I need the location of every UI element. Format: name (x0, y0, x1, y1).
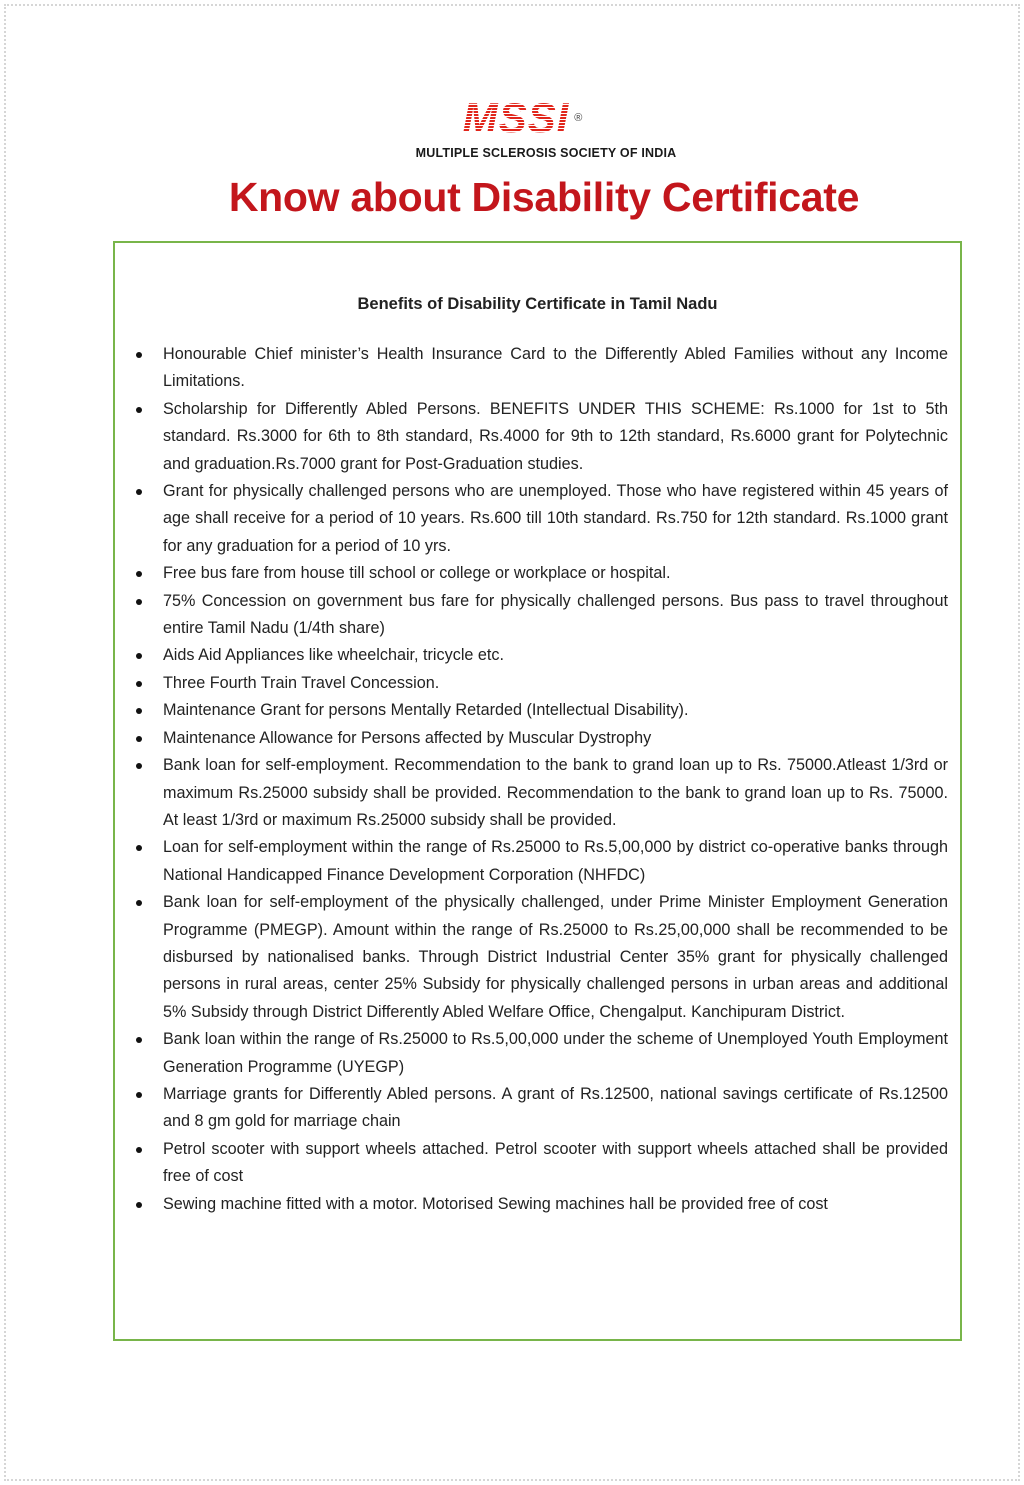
organization-name: MULTIPLE SCLEROSIS SOCIETY OF INDIA (415, 146, 677, 160)
bullet-icon (136, 352, 142, 358)
mssi-logo (0, 96, 1024, 140)
benefit-text: Three Fourth Train Travel Concession. (163, 673, 440, 692)
bullet-icon (136, 1092, 142, 1098)
benefit-text: Aids Aid Appliances like wheelchair, tricycle etc. (163, 646, 505, 665)
benefit-text: Scholarship for Differently Abled Persons. BENEFITS UNDER THIS SCHEME: Rs.1000 for 1st to 5th standard. Rs.3000 for 6th to 8th standard, Rs.4000 for 9th to 12th standard, Rs.6000 grant for Polytechnic and graduation.Rs.7000 grant for Post-Graduation studies. (163, 399, 948, 473)
benefit-item (163, 697, 948, 724)
benefit-item (163, 889, 948, 1026)
bullet-icon (136, 1202, 142, 1208)
bullet-icon (136, 407, 142, 413)
bullet-icon (136, 845, 142, 851)
benefit-text: Maintenance Grant for persons Mentally Retarded (Intellectual Disability). (163, 701, 689, 720)
bullet-icon (136, 1037, 142, 1043)
benefit-text: Maintenance Allowance for Persons affected by Muscular Dystrophy (163, 728, 652, 747)
registered-mark: ® (574, 112, 584, 124)
benefit-text: Bank loan within the range of Rs.25000 to Rs.5,00,000 under the scheme of Unemployed Youth Employment Generation Programme (UYEGP) (163, 1030, 948, 1076)
benefit-text: Honourable Chief minister’s Health Insurance Card to the Differently Abled Families without any Income Limitations. (163, 345, 948, 391)
bullet-icon (136, 681, 142, 687)
benefit-text: 75% Concession on government bus fare for physically challenged persons. Bus pass to travel throughout entire Tamil Nadu (1/4th share) (163, 591, 948, 638)
bullet-icon (136, 599, 142, 605)
benefits-box (113, 241, 962, 1341)
logo-mark: MSSI ® (462, 94, 584, 141)
benefit-item (163, 834, 948, 889)
benefits-list (163, 341, 948, 1218)
section-heading: Benefits of Disability Certificate in Tamil Nadu (357, 295, 718, 313)
benefit-text: Petrol scooter with support wheels attached. Petrol scooter with support wheels attached shall be provided free of cost (163, 1139, 948, 1186)
bullet-icon (136, 571, 142, 577)
benefit-text: Bank loan for self-employment. Recommendation to the bank to grand loan up to Rs. 75000.Atleast 1/3rd or maximum Rs.25000 subsidy shall be provided. Recommendation to the bank to grand loan up to Rs. 75000. At least 1/3rd or maximum Rs.25000 subsidy shall be provided. (163, 756, 948, 829)
benefit-item (163, 1136, 948, 1191)
bullet-icon (136, 763, 142, 769)
benefit-item (163, 1026, 948, 1081)
benefit-item (163, 478, 948, 560)
benefit-item (163, 725, 948, 752)
benefit-item (163, 670, 948, 697)
bullet-icon (136, 653, 142, 659)
benefit-text: Bank loan for self-employment of the physically challenged, under Prime Minister Employment Generation Programme (PMEGP). Amount within the range of Rs.25000 to Rs.25,00,000 shall be recommended to be disbursed by nationalised banks. Through District Industrial Center 35% grant for physically challenged persons in rural areas, center 25% Subsidy for physically challenged persons in urban areas and additional 5% Subsidy through District Differently Abled Welfare Office, Chengalput. Kanchipuram District. (163, 893, 948, 1021)
benefit-item (163, 396, 948, 478)
benefit-item (163, 341, 948, 396)
benefit-text: Free bus fare from house till school or college or workplace or hospital. (163, 564, 671, 583)
benefit-item (163, 642, 948, 669)
benefit-item (163, 560, 948, 587)
bullet-icon (136, 1147, 142, 1153)
bullet-icon (136, 708, 142, 714)
page-title: Know about Disability Certificate (228, 174, 860, 220)
bullet-icon (136, 900, 142, 906)
benefit-text: Sewing machine fitted with a motor. Motorised Sewing machines hall be provided free of cost (163, 1194, 828, 1213)
benefit-text: Loan for self-employment within the range of Rs.25000 to Rs.5,00,000 by district co-operative banks through National Handicapped Finance Development Corporation (NHFDC) (163, 838, 948, 884)
benefit-item (163, 752, 948, 834)
benefit-text: Grant for physically challenged persons who are unemployed. Those who have registered within 45 years of age shall receive for a period of 10 years. Rs.600 till 10th standard. Rs.750 for 12th standard. Rs.1000 grant for any graduation for a period of 10 yrs. (163, 482, 948, 555)
bullet-icon (136, 489, 142, 495)
benefit-text: Marriage grants for Differently Abled persons. A grant of Rs.12500, national savings certificate of Rs.12500 and 8 gm gold for marriage chain (163, 1084, 948, 1131)
benefit-item (163, 1191, 948, 1218)
benefit-item (163, 1081, 948, 1136)
bullet-icon (136, 736, 142, 742)
benefit-item (163, 588, 948, 643)
